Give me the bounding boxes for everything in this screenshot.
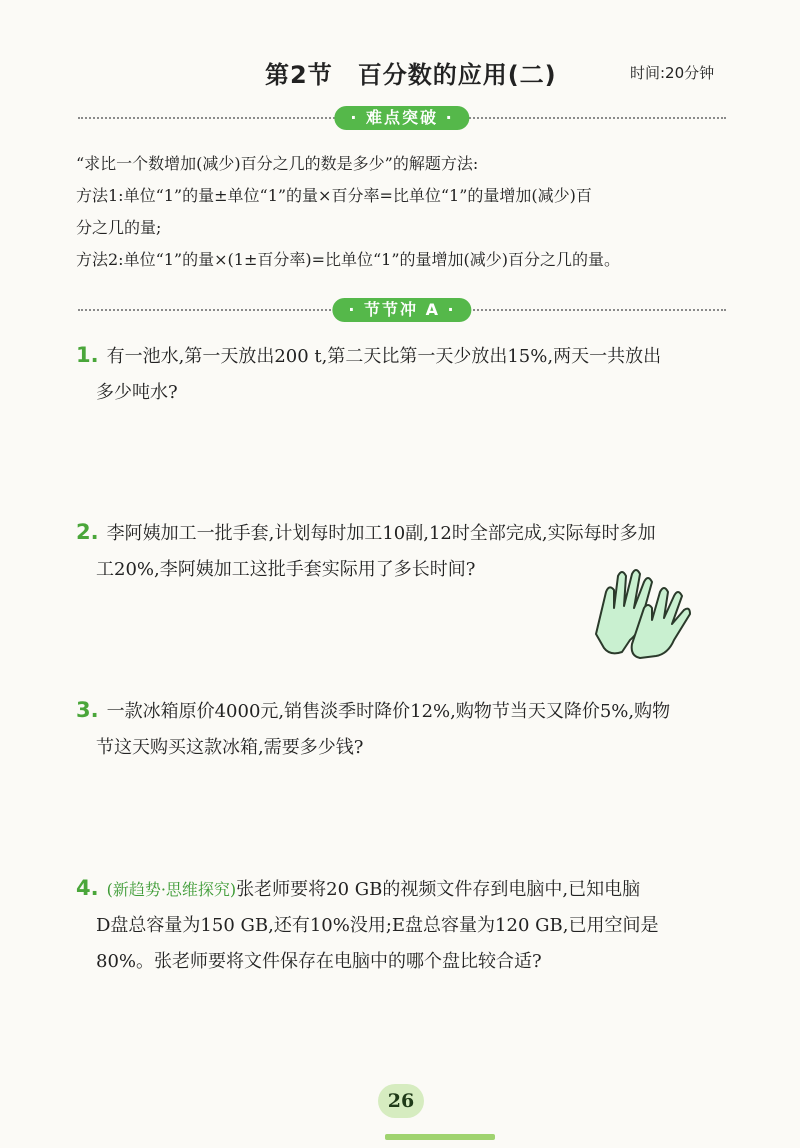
question-text-cont: D盘总容量为150 GB,还有10%没用;E盘总容量为120 GB,已用空间是 (96, 915, 659, 936)
page-number: 26 (378, 1084, 424, 1118)
question-number: 4. (76, 876, 99, 900)
header (0, 55, 800, 91)
method-1-cont: 分之几的量; (76, 218, 162, 237)
question-number: 2. (76, 520, 99, 544)
page-title: 第2节 百分数的应用(二) (265, 61, 557, 89)
method-intro: “求比一个数增加(减少)百分之几的数是多少”的解题方法: (76, 154, 479, 173)
question-text-cont: 多少吨水? (96, 382, 178, 403)
time-limit: 时间:20分钟 (630, 64, 715, 82)
method-2: 方法2:单位“1”的量×(1±百分率)=比单位“1”的量增加(减少)百分之几的量。 (76, 250, 621, 269)
question-number: 1. (76, 343, 99, 367)
question-text: 有一池水,第一天放出200 t,第二天比第一天少放出15%,两天一共放出 (106, 346, 662, 367)
gloves-icon (578, 562, 698, 662)
question-tag: (新趋势·思维探究) (106, 880, 237, 899)
question-text: 一款冰箱原价4000元,销售淡季时降价12%,购物节当天又降价5%,购物 (106, 701, 671, 722)
section-divider-practice (78, 298, 726, 322)
question-1 (76, 337, 748, 411)
bottom-decoration (385, 1134, 495, 1140)
question-4 (76, 870, 748, 980)
method-1: 方法1:单位“1”的量±单位“1”的量×百分率=比单位“1”的量增加(减少)百 (76, 186, 592, 205)
question-text: 张老师要将20 GB的视频文件存到电脑中,已知电脑 (236, 879, 641, 900)
method-block (76, 148, 736, 276)
question-number: 3. (76, 698, 99, 722)
section-label-practice: · 节节冲 A · (332, 298, 471, 322)
section-label-difficulty: · 难点突破 · (334, 106, 469, 130)
question-text: 李阿姨加工一批手套,计划每时加工10副,12时全部完成,实际每时多加 (106, 523, 656, 544)
question-text-cont: 工20%,李阿姨加工这批手套实际用了多长时间? (96, 559, 476, 580)
question-text-cont: 节这天购买这款冰箱,需要多少钱? (96, 737, 364, 758)
question-3 (76, 692, 748, 766)
question-text-cont-2: 80%。张老师要将文件保存在电脑中的哪个盘比较合适? (96, 951, 542, 972)
section-divider-difficulty (78, 106, 726, 130)
